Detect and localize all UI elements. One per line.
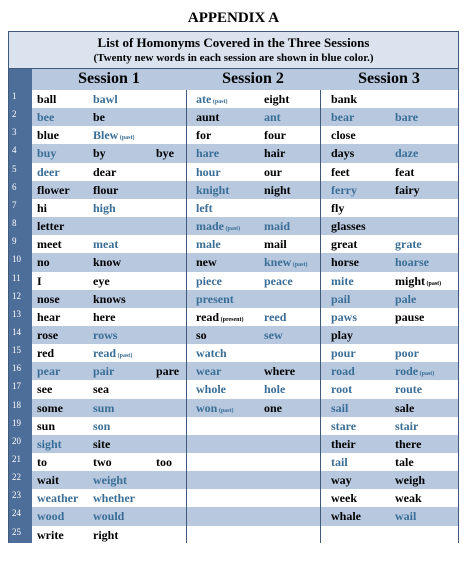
row-number: 25	[12, 527, 21, 537]
homonym-word: sum	[93, 401, 115, 415]
homonym-word: pair	[93, 364, 115, 378]
homonym-word: to	[37, 455, 47, 469]
homonym-word: close	[331, 128, 356, 142]
homonym-word: stare	[331, 419, 357, 433]
homonym-word: no	[37, 255, 50, 269]
homonym-word: present	[196, 292, 234, 306]
homonym-word: bee	[37, 110, 55, 124]
homonym-word: maid	[264, 219, 291, 233]
homonym-word: made (past)	[196, 219, 241, 233]
row-number: 2	[12, 109, 17, 119]
row-number: 5	[12, 164, 17, 174]
row-number: 9	[12, 236, 17, 246]
homonym-word: our	[264, 165, 282, 179]
homonym-word: watch	[196, 346, 227, 360]
row-number: 21	[12, 454, 21, 464]
table-row	[32, 507, 458, 526]
homonym-word: route	[395, 382, 423, 396]
homonym-word: four	[264, 128, 286, 142]
homonym-word: read (present)	[196, 310, 244, 324]
homonym-word: wait	[37, 473, 59, 487]
row-number: 11	[12, 273, 21, 283]
homonym-word: road	[331, 364, 355, 378]
homonym-word: fairy	[395, 183, 420, 197]
homonym-word: where	[264, 364, 296, 378]
tense-note: (past)	[224, 226, 241, 232]
homonym-word: see	[37, 382, 53, 396]
session-1-label: Session 1	[78, 70, 140, 87]
homonym-word: pour	[331, 346, 356, 360]
row-number: 6	[12, 182, 17, 192]
homonym-word: hear	[37, 310, 61, 324]
homonym-word: night	[264, 183, 291, 197]
tense-note: (past)	[217, 408, 234, 414]
row-number: 10	[12, 254, 21, 264]
table-row	[32, 144, 458, 163]
homonym-word: site	[93, 437, 111, 451]
homonym-word: sun	[37, 419, 56, 433]
homonym-word: hare	[196, 146, 220, 160]
homonym-word: sale	[395, 401, 415, 415]
row-number: 15	[12, 345, 21, 355]
homonym-word: pause	[395, 310, 425, 324]
homonym-word: new	[196, 255, 217, 269]
homonym-word: rose	[37, 328, 59, 342]
homonym-word: bear	[331, 110, 355, 124]
row-number: 22	[12, 472, 21, 482]
homonym-word: sight	[37, 437, 62, 451]
table-row	[32, 362, 458, 381]
homonym-word: knew (past)	[264, 255, 308, 269]
row-number: 7	[12, 200, 17, 210]
homonym-word: buy	[37, 146, 57, 160]
row-number-column	[9, 69, 32, 543]
homonym-word: would	[93, 509, 125, 523]
homonym-word: nose	[37, 292, 60, 306]
homonym-word: so	[196, 328, 207, 342]
table-header	[9, 32, 458, 69]
homonym-word: pear	[37, 364, 61, 378]
table-row	[32, 526, 458, 545]
homonym-word: left	[196, 201, 213, 215]
homonym-word: son	[93, 419, 111, 433]
homonym-word: glasses	[331, 219, 366, 233]
table-row	[32, 199, 458, 218]
homonym-word: I	[37, 274, 42, 288]
homonym-word: wail	[395, 509, 417, 523]
row-number: 13	[12, 309, 21, 319]
row-number: 14	[12, 327, 21, 337]
homonym-word: knight	[196, 183, 230, 197]
table-subheading: (Twenty new words in each session are shown in blue color.)	[93, 52, 374, 64]
sessions-header-row	[9, 69, 458, 90]
homonym-word: sea	[93, 382, 109, 396]
homonym-word: eight	[264, 92, 290, 106]
homonym-word: mite	[331, 274, 354, 288]
table-row	[32, 90, 458, 109]
homonym-word: pail	[331, 292, 351, 306]
homonym-word: here	[93, 310, 116, 324]
homonym-word: sew	[264, 328, 283, 342]
tense-note: (past)	[291, 262, 308, 268]
homonym-word: flower	[37, 183, 70, 197]
homonym-word: by	[93, 146, 106, 160]
homonym-word: mail	[264, 237, 287, 251]
homonym-word: stair	[395, 419, 419, 433]
homonym-word: daze	[395, 146, 419, 160]
homonym-word: their	[331, 437, 356, 451]
table-row	[32, 235, 458, 254]
tense-note: (past)	[118, 135, 135, 141]
homonym-word: hoarse	[395, 255, 429, 269]
homonym-word: feat	[395, 165, 415, 179]
homonym-word: bawl	[93, 92, 118, 106]
homonym-word: root	[331, 382, 353, 396]
homonym-word: wood	[37, 509, 65, 523]
homonym-table	[8, 31, 459, 543]
homonym-word: sail	[331, 401, 349, 415]
homonym-word: bank	[331, 92, 358, 106]
homonym-word: too	[156, 455, 172, 469]
homonym-word: ate (past)	[196, 92, 228, 106]
session-2-label: Session 2	[222, 70, 284, 87]
homonym-word: rode (past)	[395, 364, 435, 378]
table-row	[32, 471, 458, 490]
table-row	[32, 163, 458, 182]
homonym-word: whole	[196, 382, 226, 396]
homonym-word: might (past)	[395, 274, 442, 288]
homonym-word: tail	[331, 455, 348, 469]
tense-note: (past)	[418, 371, 435, 377]
homonym-word: pale	[395, 292, 417, 306]
homonym-word: great	[331, 237, 358, 251]
homonym-word: pare	[156, 364, 180, 378]
homonym-word: whether	[93, 491, 135, 505]
row-number: 1	[12, 91, 17, 101]
homonym-word: weather	[37, 491, 79, 505]
row-number: 8	[12, 218, 17, 228]
homonym-word: write	[37, 528, 64, 542]
homonym-word: there	[395, 437, 422, 451]
appendix-title: APPENDIX A	[187, 10, 280, 26]
row-number: 18	[12, 400, 21, 410]
homonym-word: poor	[395, 346, 419, 360]
row-number: 16	[12, 363, 21, 373]
homonym-word: ferry	[331, 183, 357, 197]
homonym-word: ant	[264, 110, 281, 124]
homonym-word: weight	[93, 473, 127, 487]
homonym-word: read (past)	[93, 346, 133, 360]
table-row	[32, 181, 458, 200]
tense-note: (past)	[211, 99, 228, 105]
homonym-word: horse	[331, 255, 359, 269]
table-row	[32, 326, 458, 345]
homonym-word: deer	[37, 165, 60, 179]
row-number: 23	[12, 490, 21, 500]
homonym-word: whale	[331, 509, 361, 523]
homonym-word: paws	[331, 310, 358, 324]
homonym-word: grate	[395, 237, 422, 251]
homonym-word: fly	[331, 201, 345, 215]
table-row	[32, 272, 458, 291]
tense-note: (past)	[425, 281, 442, 287]
table-heading: List of Homonyms Covered in the Three Sessions	[97, 35, 370, 50]
row-number: 4	[12, 145, 17, 155]
homonym-word: bare	[395, 110, 419, 124]
table-row	[32, 308, 458, 327]
homonym-word: way	[331, 473, 352, 487]
homonym-word: won (past)	[196, 401, 234, 415]
table-row	[32, 435, 458, 454]
table-row	[32, 217, 458, 236]
homonym-word: weigh	[395, 473, 425, 487]
homonym-word: ball	[37, 92, 57, 106]
table-row	[32, 489, 458, 508]
homonym-word: know	[93, 255, 122, 269]
table-row	[32, 290, 458, 309]
homonym-word: for	[196, 128, 212, 142]
row-number: 3	[12, 127, 17, 137]
homonym-word: play	[331, 328, 354, 342]
session-divider-2	[320, 90, 321, 543]
homonym-word: some	[37, 401, 63, 415]
homonym-word: bye	[156, 146, 174, 160]
row-number: 20	[12, 436, 21, 446]
homonym-word: week	[331, 491, 357, 505]
table-row	[32, 344, 458, 363]
homonym-word: tale	[395, 455, 414, 469]
homonym-word: days	[331, 146, 355, 160]
row-number: 24	[12, 508, 21, 518]
tense-note: (present)	[219, 317, 244, 323]
table-row	[32, 453, 458, 472]
homonym-word: eye	[93, 274, 110, 288]
homonym-word: male	[196, 237, 221, 251]
homonym-word: peace	[264, 274, 293, 288]
homonym-word: blue	[37, 128, 60, 142]
homonym-word: meat	[93, 237, 119, 251]
table-row	[32, 380, 458, 399]
homonym-word: piece	[196, 274, 222, 288]
homonym-word: flour	[93, 183, 119, 197]
table-row	[32, 253, 458, 272]
homonym-word: weak	[395, 491, 422, 505]
homonym-word: hair	[264, 146, 286, 160]
homonym-word: meet	[37, 237, 62, 251]
table-row	[32, 108, 458, 127]
homonym-word: dear	[93, 165, 117, 179]
homonym-word: red	[37, 346, 55, 360]
homonym-word: right	[93, 528, 119, 542]
row-number: 12	[12, 291, 21, 301]
row-number: 17	[12, 381, 21, 391]
homonym-word: two	[93, 455, 112, 469]
homonym-word: be	[93, 110, 105, 124]
homonym-word: hour	[196, 165, 221, 179]
homonym-word: hole	[264, 382, 286, 396]
table-row	[32, 399, 458, 418]
homonym-word: rows	[93, 328, 118, 342]
homonym-word: Blew (past)	[93, 128, 135, 142]
tense-note: (past)	[116, 353, 133, 359]
homonym-word: high	[93, 201, 116, 215]
session-divider-1	[186, 90, 187, 543]
homonym-word: letter	[37, 219, 65, 233]
table-row	[32, 417, 458, 436]
homonym-word: aunt	[196, 110, 220, 124]
homonym-word: hi	[37, 201, 48, 215]
homonym-word: one	[264, 401, 282, 415]
session-3-label: Session 3	[358, 70, 420, 87]
homonym-word: reed	[264, 310, 287, 324]
homonym-word: feet	[331, 165, 350, 179]
row-number: 19	[12, 418, 21, 428]
homonym-word: knows	[93, 292, 126, 306]
table-row	[32, 126, 458, 145]
homonym-word: wear	[196, 364, 222, 378]
